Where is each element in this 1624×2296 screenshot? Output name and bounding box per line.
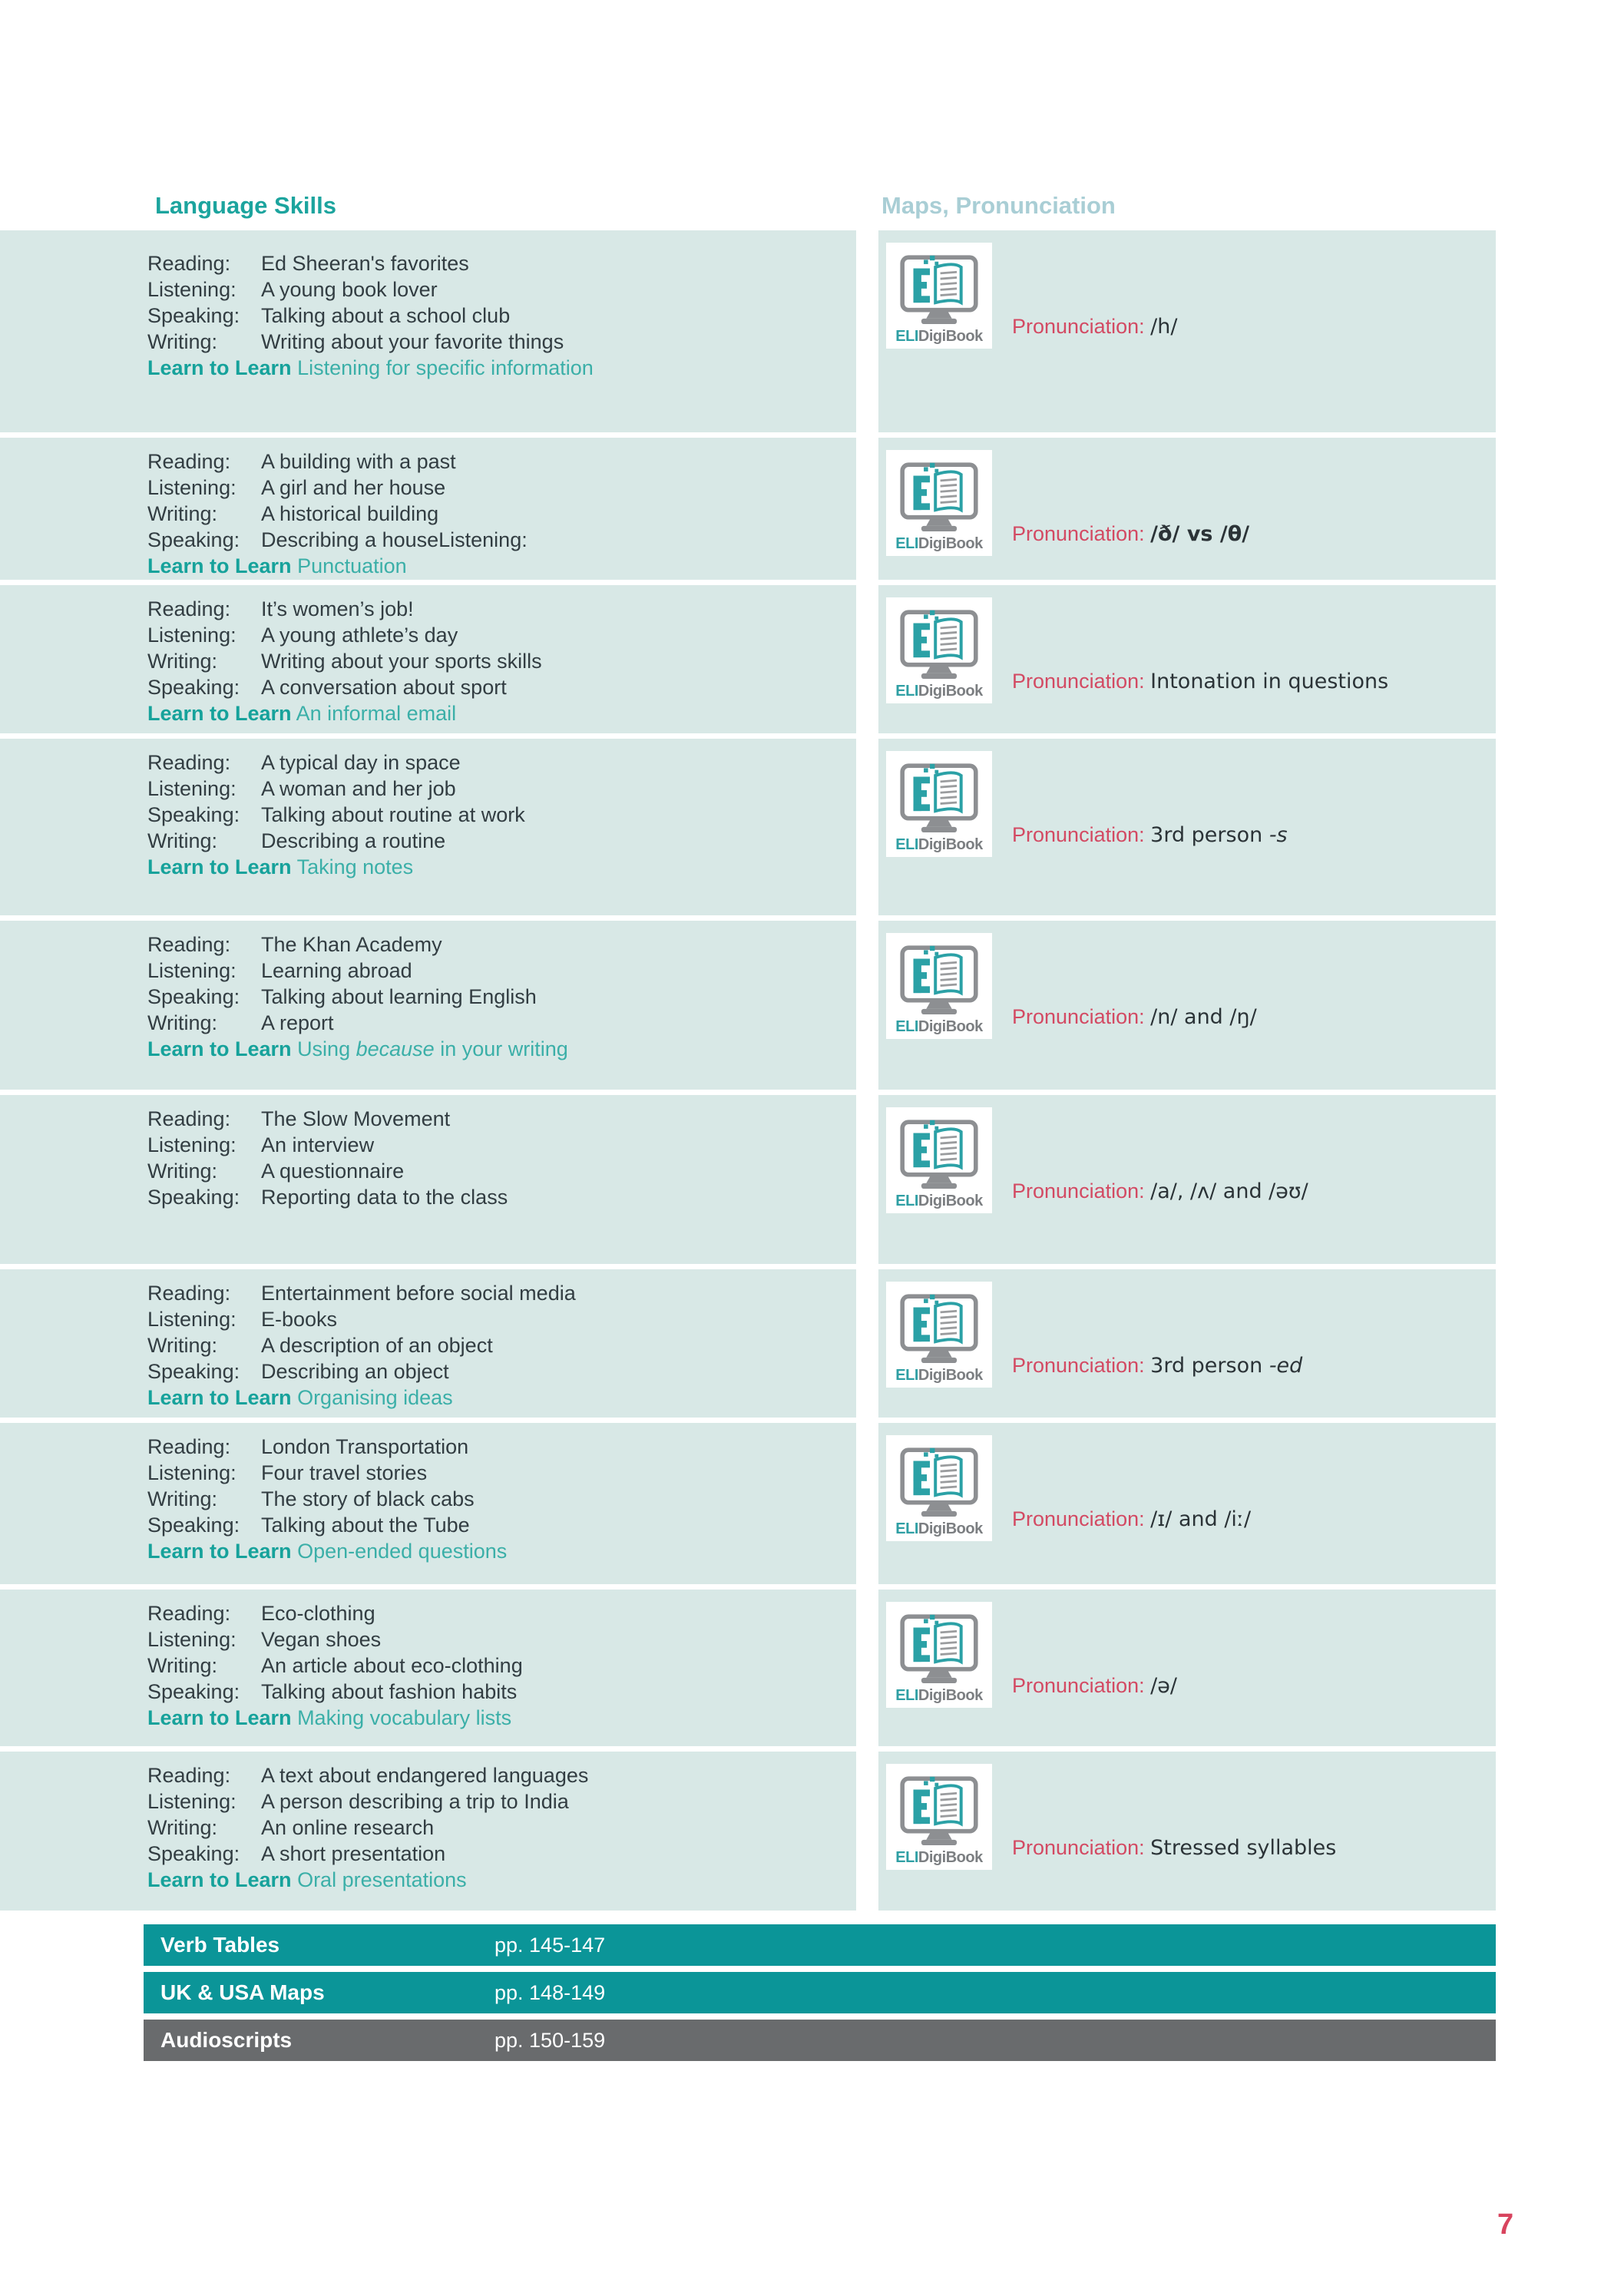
skill-text: Four travel stories <box>261 1461 428 1484</box>
digibook-brand-text: DigiBook <box>918 1849 983 1866</box>
eli-brand-text: ELI <box>895 1018 918 1035</box>
skill-lines <box>147 1434 838 1538</box>
bottom-bars <box>144 1924 1496 2061</box>
skill-text: A person describing a trip to India <box>261 1790 569 1813</box>
skill-line <box>147 329 838 355</box>
pronunciation-label: Pronunciation: <box>1012 1674 1145 1697</box>
skill-text: The story of black cabs <box>261 1487 475 1510</box>
skill-text: Talking about learning English <box>261 985 537 1008</box>
learn-to-learn-text: Making vocabulary lists <box>297 1706 512 1729</box>
skill-text: The Slow Movement <box>261 1107 451 1130</box>
skill-line <box>147 1841 838 1867</box>
skill-label: Listening: <box>147 1790 236 1813</box>
skill-line <box>147 1460 838 1486</box>
learn-to-learn-line <box>147 854 838 880</box>
skill-text: Entertainment before social media <box>261 1282 576 1305</box>
pronunciation-block <box>886 1602 1496 1708</box>
skill-text: A short presentation <box>261 1842 446 1865</box>
maps-pronunciation-cell <box>878 1752 1496 1911</box>
pronunciation-label: Pronunciation: <box>1012 823 1145 846</box>
digibook-brand-text: DigiBook <box>918 1193 983 1209</box>
unit-rows <box>0 230 1624 1911</box>
maps-pronunciation-cell <box>878 739 1496 915</box>
skill-line <box>147 1332 838 1358</box>
learn-to-learn-label: Learn to Learn <box>147 702 292 725</box>
eli-brand-text: ELI <box>895 836 918 853</box>
skill-text: A young athlete’s day <box>261 624 458 647</box>
skill-line <box>147 958 838 984</box>
pronunciation-value: 3rd person -ed <box>1150 1354 1303 1378</box>
skill-text: An article about eco-clothing <box>261 1654 523 1677</box>
skill-label: Speaking: <box>147 304 240 327</box>
elidigibook-monitor-icon <box>894 604 984 682</box>
skill-label: Listening: <box>147 278 236 301</box>
skill-label: Speaking: <box>147 1514 240 1537</box>
skill-label: Listening: <box>147 1308 236 1331</box>
elidigibook-label <box>889 327 989 346</box>
digibook-brand-text: DigiBook <box>918 535 983 552</box>
pronunciation-value: /h/ <box>1150 315 1178 339</box>
language-skills-cell <box>0 230 856 432</box>
learn-to-learn-line <box>147 355 838 381</box>
skill-line <box>147 931 838 958</box>
unit-row <box>0 438 1624 580</box>
skill-line <box>147 1762 838 1788</box>
pronunciation-block <box>886 243 1496 349</box>
unit-row <box>0 1590 1624 1746</box>
skill-label: Listening: <box>147 624 236 647</box>
column-header-maps-pronunciation: Maps, Pronunciation <box>881 192 1116 219</box>
pronunciation-value: /a/, /ʌ/ and /əʊ/ <box>1150 1179 1308 1203</box>
skill-label: Speaking: <box>147 1186 240 1209</box>
learn-to-learn-text: Punctuation <box>297 554 407 577</box>
skill-label: Writing: <box>147 829 218 852</box>
learn-to-learn-text: An informal email <box>296 702 457 725</box>
skill-text: A woman and her job <box>261 777 456 800</box>
elidigibook-monitor-icon <box>894 249 984 327</box>
language-skills-cell <box>0 921 856 1090</box>
learn-to-learn-label: Learn to Learn <box>147 1386 292 1409</box>
skill-label: Reading: <box>147 1282 231 1305</box>
skill-lines <box>147 596 838 700</box>
eli-brand-text: ELI <box>895 1849 918 1866</box>
skill-line <box>147 1600 838 1626</box>
learn-to-learn-label: Learn to Learn <box>147 1540 292 1563</box>
skill-line <box>147 527 838 553</box>
skill-line <box>147 448 838 475</box>
unit-row <box>0 1752 1624 1911</box>
language-skills-cell <box>0 739 856 915</box>
maps-pronunciation-cell <box>878 1269 1496 1418</box>
elidigibook-label <box>889 1017 989 1036</box>
pronunciation-line <box>1012 521 1249 547</box>
eli-brand-text: ELI <box>895 1367 918 1384</box>
skill-label: Writing: <box>147 502 218 525</box>
skill-line <box>147 303 838 329</box>
maps-pronunciation-cell <box>878 1590 1496 1746</box>
skill-label: Writing: <box>147 1334 218 1357</box>
pronunciation-line <box>1012 1673 1177 1699</box>
pronunciation-block <box>886 450 1496 556</box>
pronunciation-label: Pronunciation: <box>1012 1179 1145 1203</box>
maps-pronunciation-cell <box>878 438 1496 580</box>
unit-row <box>0 1423 1624 1584</box>
learn-to-learn-line <box>147 1705 838 1731</box>
elidigibook-logo <box>886 450 992 556</box>
skill-label: Reading: <box>147 933 231 956</box>
skill-text: Ed Sheeran's favorites <box>261 252 469 275</box>
digibook-brand-text: DigiBook <box>918 1367 983 1384</box>
maps-pronunciation-cell <box>878 1423 1496 1584</box>
skill-text: A text about endangered languages <box>261 1764 589 1787</box>
maps-pronunciation-cell <box>878 230 1496 432</box>
skill-line <box>147 1626 838 1653</box>
pronunciation-value: /ə/ <box>1150 1674 1177 1698</box>
skill-label: Listening: <box>147 1133 236 1156</box>
skill-line <box>147 1106 838 1132</box>
pronunciation-value: /ð/ vs /θ/ <box>1150 522 1250 546</box>
skill-text: A building with a past <box>261 450 456 473</box>
pronunciation-block <box>886 597 1496 703</box>
pronunciation-line <box>1012 1004 1257 1030</box>
learn-to-learn-label: Learn to Learn <box>147 855 292 878</box>
pronunciation-label: Pronunciation: <box>1012 1836 1145 1859</box>
skill-label: Speaking: <box>147 676 240 699</box>
elidigibook-label <box>889 1686 989 1705</box>
skill-label: Writing: <box>147 330 218 353</box>
skill-label: Listening: <box>147 777 236 800</box>
learn-to-learn-line <box>147 553 838 579</box>
skill-label: Reading: <box>147 1107 231 1130</box>
learn-to-learn-line <box>147 1538 838 1564</box>
skill-line <box>147 828 838 854</box>
skill-line <box>147 596 838 622</box>
eli-brand-text: ELI <box>895 1687 918 1704</box>
skill-text: Vegan shoes <box>261 1628 382 1651</box>
skill-line <box>147 802 838 828</box>
skill-label: Listening: <box>147 476 236 499</box>
pronunciation-block <box>886 1435 1496 1541</box>
pronunciation-value: Stressed syllables <box>1150 1836 1337 1860</box>
appendix-bar-pages: pp. 150-159 <box>494 2028 606 2052</box>
digibook-brand-text: DigiBook <box>918 836 983 853</box>
skill-line <box>147 749 838 776</box>
language-skills-cell <box>0 1590 856 1746</box>
learn-to-learn-line <box>147 1036 838 1062</box>
elidigibook-monitor-icon <box>894 1608 984 1686</box>
elidigibook-label <box>889 682 989 700</box>
digibook-brand-text: DigiBook <box>918 1687 983 1704</box>
pronunciation-line <box>1012 314 1177 339</box>
skill-line <box>147 276 838 303</box>
skill-line <box>147 1184 838 1210</box>
skill-label: Writing: <box>147 1011 218 1034</box>
skill-line <box>147 1358 838 1385</box>
page-number: 7 <box>1497 2208 1514 2241</box>
learn-to-learn-text: Organising ideas <box>297 1386 453 1409</box>
skill-lines <box>147 1762 838 1867</box>
skill-lines <box>147 448 838 553</box>
skill-lines <box>147 250 838 355</box>
learn-to-learn-text: Taking notes <box>296 855 414 878</box>
pronunciation-line <box>1012 1835 1336 1861</box>
skill-label: Speaking: <box>147 803 240 826</box>
pronunciation-label: Pronunciation: <box>1012 670 1145 693</box>
skill-label: Reading: <box>147 252 231 275</box>
skill-label: Reading: <box>147 450 231 473</box>
skill-label: Reading: <box>147 597 231 620</box>
pronunciation-block <box>886 1107 1496 1213</box>
learn-to-learn-label: Learn to Learn <box>147 1037 292 1060</box>
skill-label: Writing: <box>147 1487 218 1510</box>
pronunciation-label: Pronunciation: <box>1012 1005 1145 1028</box>
skill-label: Listening: <box>147 959 236 982</box>
skill-text: An interview <box>261 1133 375 1156</box>
pronunciation-value: 3rd person -s <box>1150 823 1288 847</box>
skill-line <box>147 1815 838 1841</box>
elidigibook-logo <box>886 1602 992 1708</box>
skill-text: Eco-clothing <box>261 1602 375 1625</box>
digibook-brand-text: DigiBook <box>918 683 983 700</box>
appendix-bar <box>144 2020 1496 2061</box>
skill-lines <box>147 1600 838 1705</box>
maps-pronunciation-cell <box>878 1095 1496 1264</box>
learn-to-learn-line <box>147 700 838 726</box>
skill-line <box>147 250 838 276</box>
unit-row <box>0 585 1624 733</box>
skill-line <box>147 1788 838 1815</box>
skill-line <box>147 648 838 674</box>
pronunciation-line <box>1012 822 1288 848</box>
pronunciation-line <box>1012 1353 1302 1378</box>
skill-label: Writing: <box>147 1816 218 1839</box>
elidigibook-label <box>889 1192 989 1210</box>
learn-to-learn-text: Using because in your writing <box>297 1037 568 1060</box>
pronunciation-line <box>1012 1179 1308 1204</box>
skill-label: Speaking: <box>147 985 240 1008</box>
skill-line <box>147 1158 838 1184</box>
skill-text: The Khan Academy <box>261 933 442 956</box>
skill-line <box>147 1679 838 1705</box>
skill-text: Talking about routine at work <box>261 803 525 826</box>
column-header-language-skills: Language Skills <box>155 192 337 219</box>
skill-line <box>147 1306 838 1332</box>
skill-text: Writing about your favorite things <box>261 330 564 353</box>
elidigibook-logo <box>886 751 992 857</box>
skill-text: Reporting data to the class <box>261 1186 508 1209</box>
elidigibook-monitor-icon <box>894 1770 984 1848</box>
elidigibook-monitor-icon <box>894 939 984 1017</box>
elidigibook-label <box>889 1366 989 1385</box>
eli-brand-text: ELI <box>895 535 918 552</box>
elidigibook-logo <box>886 597 992 703</box>
skill-text: Talking about the Tube <box>261 1514 470 1537</box>
learn-to-learn-text: Listening for specific information <box>297 356 594 379</box>
skill-text: Learning abroad <box>261 959 412 982</box>
digibook-brand-text: DigiBook <box>918 328 983 345</box>
pronunciation-block <box>886 933 1496 1039</box>
skill-text: An online research <box>261 1816 435 1839</box>
appendix-bar-pages: pp. 145-147 <box>494 1933 606 1957</box>
elidigibook-label <box>889 534 989 553</box>
skill-line <box>147 501 838 527</box>
skill-line <box>147 1486 838 1512</box>
elidigibook-logo <box>886 933 992 1039</box>
skill-lines <box>147 749 838 854</box>
language-skills-cell <box>0 438 856 580</box>
skill-line <box>147 1512 838 1538</box>
skill-text: A conversation about sport <box>261 676 507 699</box>
skill-lines <box>147 1280 838 1385</box>
skill-line <box>147 622 838 648</box>
skill-line <box>147 1010 838 1036</box>
elidigibook-logo <box>886 1107 992 1213</box>
elidigibook-logo <box>886 1282 992 1388</box>
skill-text: A questionnaire <box>261 1160 405 1183</box>
skill-text: Describing an object <box>261 1360 449 1383</box>
elidigibook-logo <box>886 1435 992 1541</box>
pronunciation-block <box>886 751 1496 857</box>
skill-text: A typical day in space <box>261 751 461 774</box>
pronunciation-label: Pronunciation: <box>1012 1507 1145 1530</box>
skill-line <box>147 1434 838 1460</box>
learn-to-learn-label: Learn to Learn <box>147 356 292 379</box>
language-skills-cell <box>0 1095 856 1264</box>
skill-line <box>147 776 838 802</box>
pronunciation-block <box>886 1764 1496 1870</box>
elidigibook-monitor-icon <box>894 1441 984 1520</box>
skill-label: Reading: <box>147 751 231 774</box>
skill-text: Writing about your sports skills <box>261 650 542 673</box>
pronunciation-block <box>886 1282 1496 1388</box>
skill-label: Writing: <box>147 1160 218 1183</box>
eli-brand-text: ELI <box>895 683 918 700</box>
skill-lines <box>147 1106 838 1210</box>
pronunciation-value: Intonation in questions <box>1150 670 1389 693</box>
pronunciation-label: Pronunciation: <box>1012 522 1145 545</box>
unit-row <box>0 921 1624 1090</box>
language-skills-cell <box>0 1752 856 1911</box>
skill-line <box>147 1653 838 1679</box>
skill-text: Talking about a school club <box>261 304 511 327</box>
eli-brand-text: ELI <box>895 1193 918 1209</box>
elidigibook-monitor-icon <box>894 757 984 835</box>
pronunciation-label: Pronunciation: <box>1012 315 1145 338</box>
elidigibook-monitor-icon <box>894 456 984 534</box>
pronunciation-value: /n/ and /ŋ/ <box>1150 1005 1257 1029</box>
skill-text: London Transportation <box>261 1435 469 1458</box>
skill-label: Speaking: <box>147 1680 240 1703</box>
learn-to-learn-label: Learn to Learn <box>147 554 292 577</box>
skill-label: Listening: <box>147 1628 236 1651</box>
elidigibook-label <box>889 1848 989 1867</box>
skill-label: Speaking: <box>147 528 240 551</box>
pronunciation-line <box>1012 669 1388 694</box>
digibook-brand-text: DigiBook <box>918 1520 983 1537</box>
appendix-bar-label: Verb Tables <box>160 1933 280 1957</box>
pronunciation-value: /ɪ/ and /iː/ <box>1150 1507 1252 1531</box>
skill-text: A girl and her house <box>261 476 446 499</box>
skill-label: Speaking: <box>147 1842 240 1865</box>
maps-pronunciation-cell <box>878 585 1496 733</box>
skill-line <box>147 1132 838 1158</box>
elidigibook-label <box>889 1520 989 1538</box>
unit-row <box>0 739 1624 915</box>
learn-to-learn-line <box>147 1385 838 1411</box>
elidigibook-logo <box>886 1764 992 1870</box>
skill-line <box>147 674 838 700</box>
skill-line <box>147 984 838 1010</box>
skill-text: Describing a routine <box>261 829 446 852</box>
skill-text: Describing a houseListening: <box>261 528 528 551</box>
skill-text: E-books <box>261 1308 338 1331</box>
skill-lines <box>147 931 838 1036</box>
skill-line <box>147 475 838 501</box>
skill-text: It’s women’s job! <box>261 597 414 620</box>
skill-label: Writing: <box>147 650 218 673</box>
language-skills-cell <box>0 585 856 733</box>
unit-row <box>0 230 1624 432</box>
elidigibook-monitor-icon <box>894 1113 984 1192</box>
elidigibook-monitor-icon <box>894 1288 984 1366</box>
elidigibook-logo <box>886 243 992 349</box>
learn-to-learn-line <box>147 1867 838 1893</box>
eli-brand-text: ELI <box>895 328 918 345</box>
skill-text: A historical building <box>261 502 439 525</box>
skill-label: Reading: <box>147 1764 231 1787</box>
appendix-bar <box>144 1924 1496 1966</box>
appendix-bar-label: Audioscripts <box>160 2028 293 2052</box>
learn-to-learn-text: Oral presentations <box>297 1868 467 1891</box>
unit-row <box>0 1095 1624 1264</box>
appendix-bar-label: UK & USA Maps <box>160 1980 325 2004</box>
pronunciation-label: Pronunciation: <box>1012 1354 1145 1377</box>
skill-text: Talking about fashion habits <box>261 1680 518 1703</box>
elidigibook-label <box>889 835 989 854</box>
skill-text: A description of an object <box>261 1334 493 1357</box>
language-skills-cell <box>0 1423 856 1584</box>
language-skills-cell <box>0 1269 856 1418</box>
skill-label: Writing: <box>147 1654 218 1677</box>
skill-label: Reading: <box>147 1602 231 1625</box>
appendix-bar <box>144 1972 1496 2013</box>
maps-pronunciation-cell <box>878 921 1496 1090</box>
skill-label: Speaking: <box>147 1360 240 1383</box>
skill-text: A report <box>261 1011 334 1034</box>
unit-row <box>0 1269 1624 1418</box>
learn-to-learn-label: Learn to Learn <box>147 1706 292 1729</box>
skill-label: Listening: <box>147 1461 236 1484</box>
digibook-brand-text: DigiBook <box>918 1018 983 1035</box>
eli-brand-text: ELI <box>895 1520 918 1537</box>
learn-to-learn-text: Open-ended questions <box>297 1540 508 1563</box>
pronunciation-line <box>1012 1507 1251 1532</box>
skill-text: A young book lover <box>261 278 438 301</box>
appendix-bar-pages: pp. 148-149 <box>494 1980 606 2004</box>
skill-line <box>147 1280 838 1306</box>
skill-label: Reading: <box>147 1435 231 1458</box>
learn-to-learn-label: Learn to Learn <box>147 1868 292 1891</box>
